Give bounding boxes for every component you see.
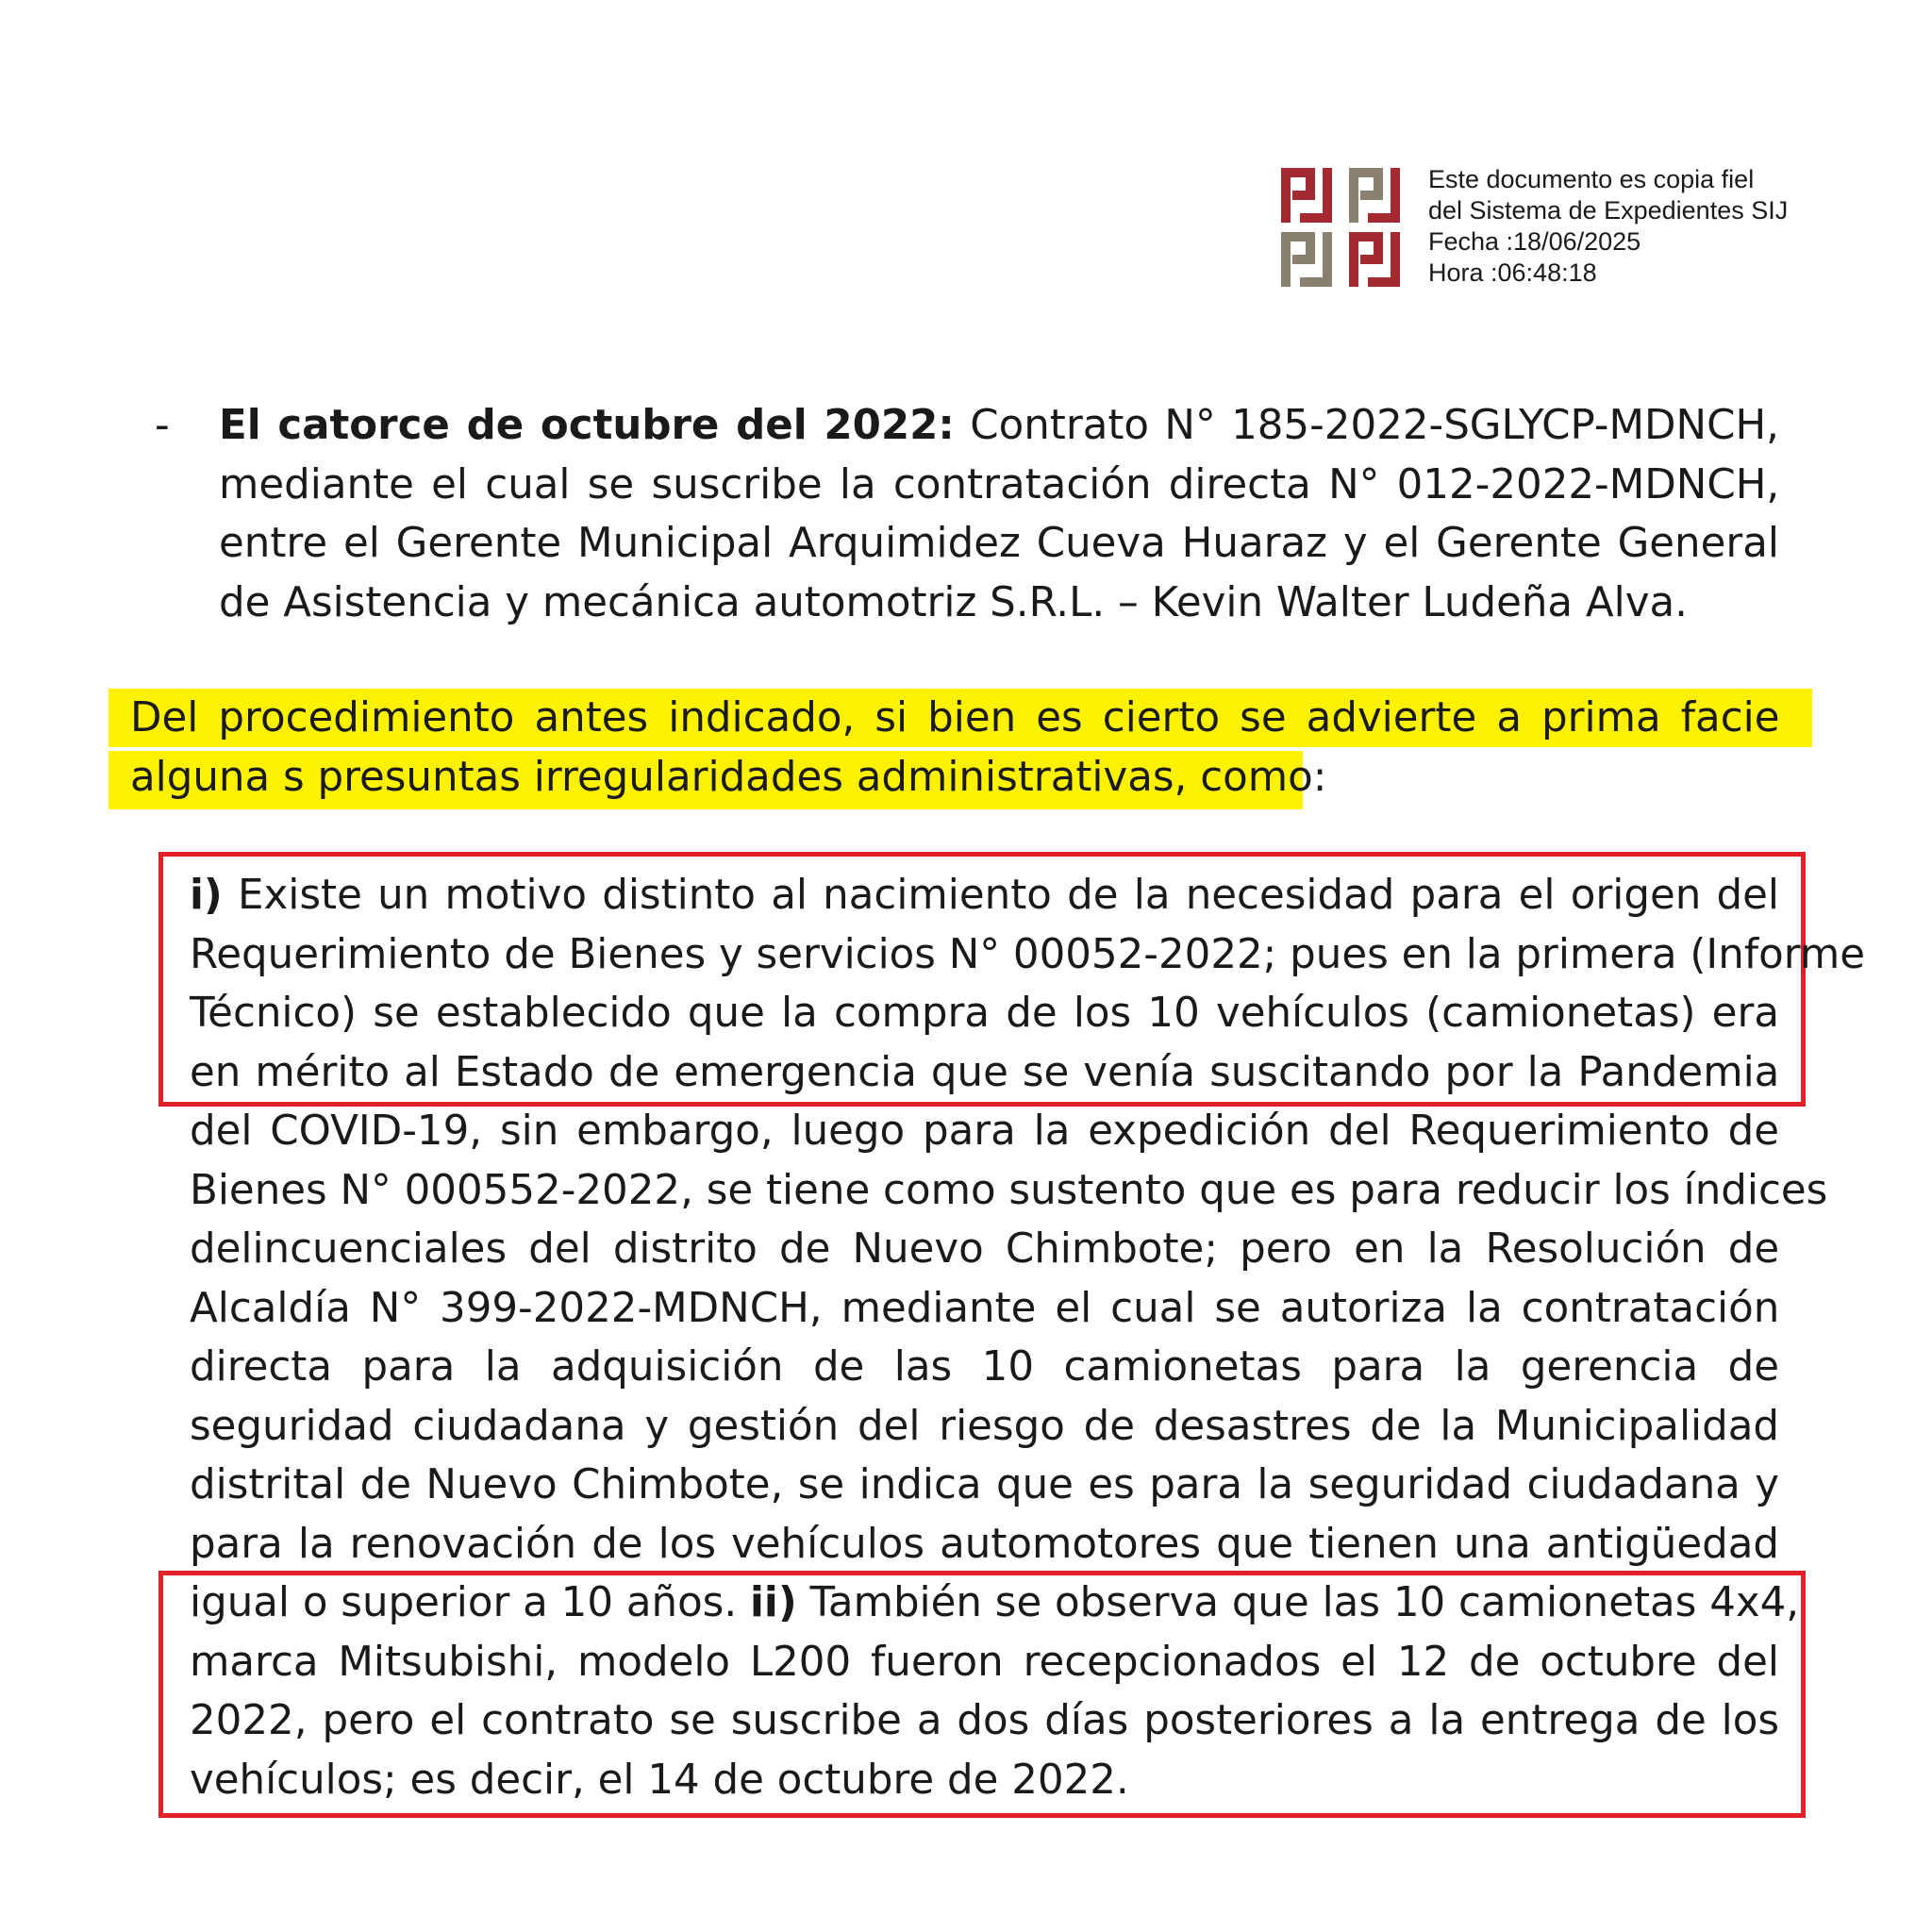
paragraph-line: directa para la adquisición de las 10 camionetas para la gerencia de (190, 1343, 1779, 1391)
paragraph-line: vehículos; es decir, el 14 de octubre de 2022. (190, 1756, 1129, 1804)
contract-bullet-paragraph (219, 396, 1779, 632)
paragraph-line: igual o superior a 10 años. ii) También se observa que las 10 camionetas 4x4, (190, 1579, 1800, 1626)
pj-logo-icon (1281, 168, 1413, 291)
sij-stamp (1281, 164, 1847, 296)
stamp-date: Fecha :18/06/2025 (1428, 227, 1641, 256)
paragraph-line: alguna s presuntas irregularidades administrativas, como: (130, 753, 1327, 801)
paragraph-line: marca Mitsubishi, modelo L200 fueron recepcionados el 12 de octubre del (190, 1638, 1779, 1686)
bullet-dash: - (155, 402, 170, 449)
paragraph-line: El catorce de octubre del 2022: Contrato N° 185-2022-SGLYCP-MDNCH, (219, 402, 1779, 449)
paragraph-line: del COVID-19, sin embargo, luego para la expedición del Requerimiento de (190, 1108, 1779, 1155)
paragraph-line: Requerimiento de Bienes y servicios N° 00052-2022; pues en la primera (Informe (190, 930, 1865, 978)
paragraph-line: de Asistencia y mecánica automotriz S.R.L. – Kevin Walter Ludeña Alva. (219, 578, 1688, 626)
stamp-text (1428, 164, 1788, 289)
highlighted-paragraph (130, 689, 1779, 807)
paragraph-line: seguridad ciudadana y gestión del riesgo de desastres de la Municipalidad (190, 1402, 1779, 1450)
paragraph-line: distrital de Nuevo Chimbote, se indica que es para la seguridad ciudadana y (190, 1461, 1779, 1508)
bullet-bold-lead: El catorce de octubre del 2022: (219, 402, 955, 449)
irregularities-paragraph (190, 866, 1865, 1809)
paragraph-line: entre el Gerente Municipal Arquimidez Cueva Huaraz y el Gerente General (219, 520, 1779, 567)
stamp-time: Hora :06:48:18 (1428, 258, 1597, 287)
stamp-line-1: Este documento es copia fiel (1428, 165, 1755, 193)
paragraph-line: Del procedimiento antes indicado, si bien es cierto se advierte a prima facie (130, 694, 1780, 741)
paragraph-line: en mérito al Estado de emergencia que se venía suscitando por la Pandemia (190, 1048, 1780, 1096)
item-marker-ii: ii) (750, 1579, 797, 1626)
stamp-line-2: del Sistema de Expedientes SIJ (1428, 196, 1789, 225)
paragraph-line: delincuenciales del distrito de Nuevo Chimbote; pero en la Resolución de (190, 1225, 1780, 1273)
paragraph-line: i) Existe un motivo distinto al nacimiento de la necesidad para el origen del (190, 872, 1779, 919)
paragraph-line: Alcaldía N° 399-2022-MDNCH, mediante el cual se autoriza la contratación (190, 1284, 1780, 1332)
item-marker-i: i) (190, 872, 223, 919)
paragraph-line: Bienes N° 000552-2022, se tiene como sustento que es para reducir los índices (190, 1166, 1828, 1214)
paragraph-line: Técnico) se establecido que la compra de los 10 vehículos (camionetas) era (190, 990, 1779, 1037)
paragraph-line: 2022, pero el contrato se suscribe a dos días posteriores a la entrega de los (190, 1697, 1779, 1744)
paragraph-line: mediante el cual se suscribe la contratación directa N° 012-2022-MDNCH, (219, 460, 1780, 508)
paragraph-line: para la renovación de los vehículos automotores que tienen una antigüedad (190, 1520, 1779, 1568)
